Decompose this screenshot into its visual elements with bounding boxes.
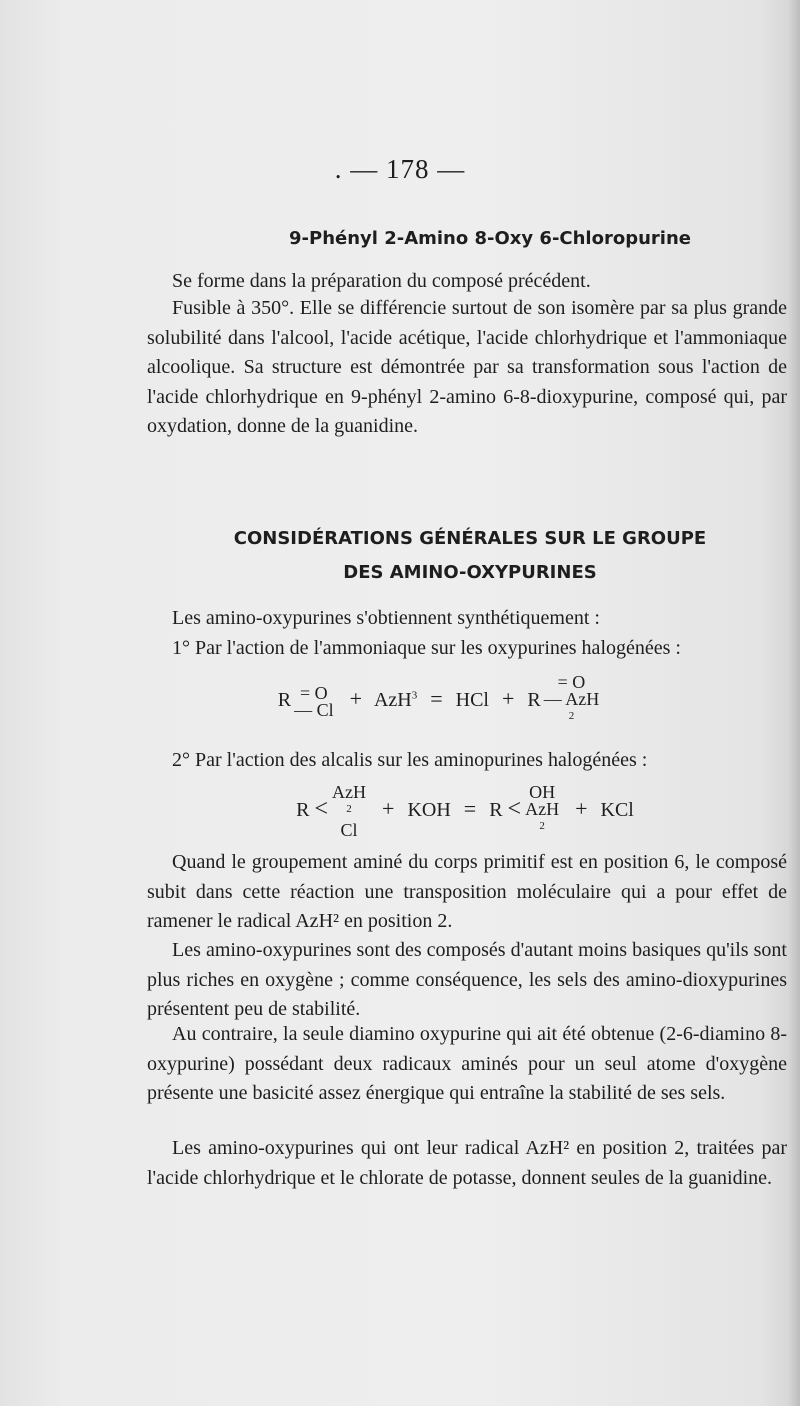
paragraph-transposition: Quand le groupement aminé du corps primitif est en position 6, le composé subit dans cette réaction une transposition moléculaire qui a pour effet de ramener le radical AzH² en position 2.	[147, 851, 787, 932]
paragraph-synthesis-intro: Les amino-oxypurines s'obtiennent synthétiquement :	[172, 607, 600, 629]
eq2-kcl: KCl	[600, 799, 634, 822]
eq2-bottom1: Cl	[340, 820, 358, 840]
eq1-reagent-sup: 3	[411, 689, 418, 702]
section-heading-line1: CONSIDÉRATIONS GÉNÉRALES SUR LE GROUPE	[233, 528, 707, 549]
eq2-bottom2-sup: 2	[539, 820, 545, 832]
compound-heading: 9-Phényl 2-Amino 8-Oxy 6-Chloropurine	[289, 228, 691, 249]
eq1-top2: = O	[557, 672, 586, 692]
eq2-bottom2: AzH	[525, 799, 560, 819]
paragraph-method-2: 2° Par l'action des alcalis sur les aminopurines halogénées :	[172, 749, 648, 771]
eq1-bottom1: — Cl	[294, 699, 334, 720]
eq1-substituents-right	[544, 674, 600, 729]
eq2-top1-sup: 2	[346, 803, 352, 815]
eq1-plus2: +	[501, 686, 515, 712]
eq2-koh: KOH	[407, 799, 451, 822]
eq1-top1: = O	[300, 682, 328, 703]
section-heading	[160, 522, 780, 590]
paragraph-formation: Se forme dans la préparation du composé précédent.	[172, 270, 591, 292]
section-heading-line2: DES AMINO-OXYPURINES	[343, 562, 597, 583]
eq2-substituents-right	[525, 784, 559, 839]
paragraph-basicity: Les amino-oxypurines sont des composés d'autant moins basiques qu'ils sont plus riches en oxygène ; comme conséquence, les sels des amino-dioxypurines présentent peu de stabilité.	[147, 939, 787, 1020]
eq2-bracket-left-icon: <	[314, 796, 329, 823]
page-number: . — 178 —	[334, 154, 466, 184]
eq1-equals: =	[430, 686, 443, 712]
eq1-substituents-left	[294, 682, 334, 720]
paragraph-diamino: Au contraire, la seule diamino oxypurine qui ait été obtenue (2-6-diamino 8-oxypurine) possédant deux radicaux aminés pour un seul atome d'oxygène présente une basicité assez énergique qui entraîne la stabilité de ses sels.	[147, 1023, 787, 1104]
paragraph-properties: Fusible à 350°. Elle se différencie surtout de son isomère par sa plus grande solubilité dans l'alcool, l'acide acétique, l'acide chlorhydrique et l'ammoniaque alcoolique. Sa structure est démontrée par sa transformation sous l'action de l'acide chlorhydrique en 9-phényl 2-amino 6-8-dioxypurine, composé qui, par oxydation, donne de la guanidine.	[147, 297, 787, 437]
paragraph-method-1: 1° Par l'action de l'ammoniaque sur les oxypurines halogénées :	[172, 637, 681, 659]
eq2-substituents-left	[332, 784, 366, 839]
eq2-r1: R	[296, 799, 310, 822]
eq2-equals: =	[463, 796, 477, 822]
eq1-reagent: AzH	[373, 689, 412, 712]
eq1-r2: R	[527, 689, 541, 712]
eq1-product1: HCl	[455, 689, 489, 712]
eq1-bottom2: — AzH	[543, 689, 600, 709]
paragraph-guanidine: Les amino-oxypurines qui ont leur radical AzH² en position 2, traitées par l'acide chlorhydrique et le chlorate de potasse, donnent seules de la guanidine.	[147, 1137, 787, 1189]
eq1-bottom2-sup: 2	[568, 710, 575, 722]
eq1-r1: R	[277, 689, 292, 712]
eq2-plus1: +	[382, 796, 395, 822]
page-edge-shadow	[788, 0, 800, 1406]
eq2-r2: R	[489, 799, 503, 822]
eq2-bracket-right-icon: <	[507, 796, 522, 823]
equation-ammonia	[140, 674, 740, 729]
eq2-top1: AzH	[332, 782, 367, 802]
eq2-top2: OH	[529, 782, 556, 802]
equation-alkali	[165, 784, 765, 839]
eq1-plus1: +	[349, 686, 363, 712]
eq2-plus2: +	[575, 796, 588, 822]
